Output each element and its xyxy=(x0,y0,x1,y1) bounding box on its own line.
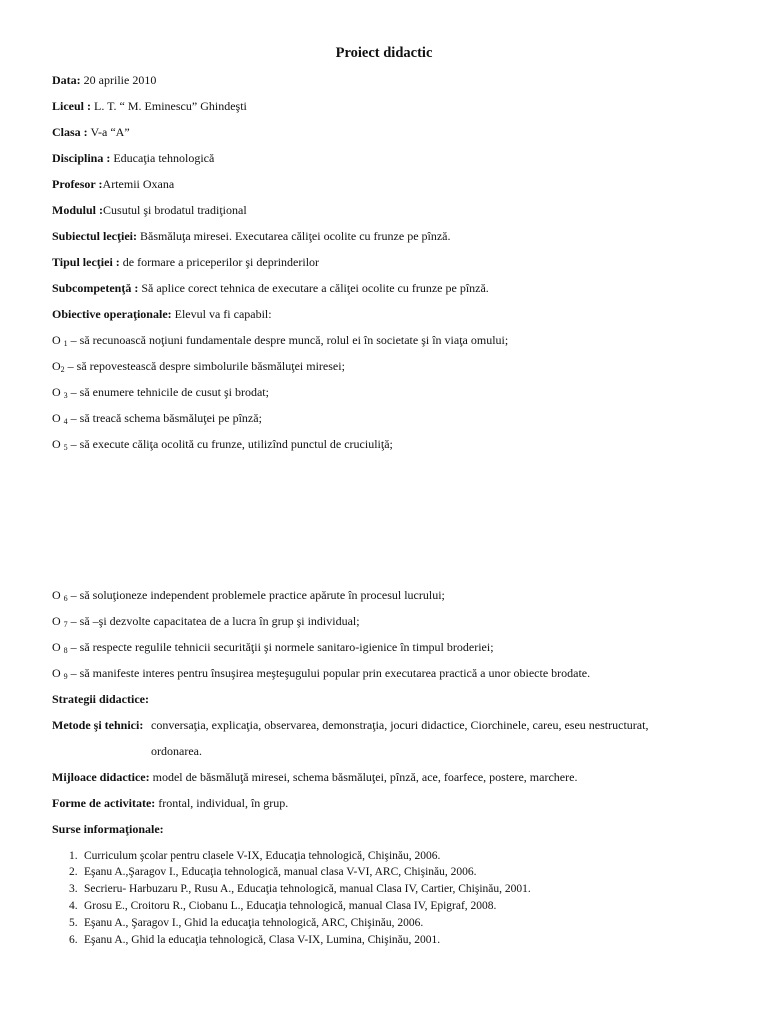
field-value: Cusutul şi brodatul tradiţional xyxy=(103,203,247,217)
objective-letter: O xyxy=(52,359,61,373)
objective-item xyxy=(52,384,269,400)
objective-index: 6 xyxy=(63,594,68,603)
field-profesor xyxy=(52,176,174,192)
objective-text: – să treacă schema băsmăluţei pe pînză; xyxy=(67,411,262,425)
field-value: conversaţia, explicaţia, observarea, demonstraţia, jocuri didactice, Ciorchinele, careu, eseu nestructurat, xyxy=(151,718,649,732)
source-item xyxy=(69,915,423,931)
objective-item xyxy=(52,665,590,681)
objective-text: – să respecte regulile tehnicii securităţii şi normele sanitaro-igienice în timpul broderiei; xyxy=(67,640,494,654)
field-value: ordonarea. xyxy=(151,744,202,758)
field-value: Artemii Oxana xyxy=(102,177,175,191)
source-text: Curriculum şcolar pentru clasele V-IX, Educaţia tehnologică, Chişinău, 2006. xyxy=(84,850,441,862)
section-heading: Surse informaţionale: xyxy=(52,822,164,836)
field-label: Profesor : xyxy=(52,177,103,191)
objective-index: 4 xyxy=(63,417,68,426)
source-number: 3. xyxy=(69,883,78,895)
source-number: 4. xyxy=(69,900,78,912)
source-text: Eşanu A.,Şaragov I., Educaţia tehnologică, manual clasa V-VI, ARC, Chişinău, 2006. xyxy=(84,866,477,878)
objective-text: – să execute căliţa ocolită cu frunze, utilizînd punctul de cruciuliţă; xyxy=(67,437,393,451)
section-strategii xyxy=(52,691,149,707)
objective-item xyxy=(52,358,345,374)
field-liceul xyxy=(52,98,247,114)
objective-letter: O xyxy=(52,385,61,399)
field-value: Educaţia tehnologică xyxy=(110,151,215,165)
objective-item xyxy=(52,613,360,629)
field-value: Elevul va fi capabil: xyxy=(171,307,272,321)
field-label: Tipul lecţiei : xyxy=(52,255,120,269)
source-number: 2. xyxy=(69,866,78,878)
field-clasa xyxy=(52,124,130,140)
objective-letter: O xyxy=(52,588,61,602)
objective-item xyxy=(52,436,393,452)
objective-item xyxy=(52,639,494,655)
objective-text: – să soluţioneze independent problemele practice apărute în procesul lucrului; xyxy=(67,588,445,602)
source-number: 5. xyxy=(69,917,78,929)
field-value: Băsmăluţa miresei. Executarea căliţei ocolite cu frunze pe pînză. xyxy=(136,229,451,243)
field-metode-continuation xyxy=(151,743,202,759)
objective-text: – să enumere tehnicile de cusut şi brodat; xyxy=(67,385,269,399)
objective-letter: O xyxy=(52,666,61,680)
field-label: Subcompetenţă : xyxy=(52,281,139,295)
field-obiective xyxy=(52,306,272,322)
document-title: Proiect didactic xyxy=(335,45,433,61)
field-value: V-a “A” xyxy=(87,125,130,139)
field-label: Disciplina : xyxy=(52,151,111,165)
source-text: Grosu E., Croitoru R., Ciobanu L., Educaţia tehnologică, manual Clasa IV, Epigraf, 2008. xyxy=(84,900,497,912)
source-text: Eşanu A., Ghid la educaţia tehnologică, Clasa V-IX, Lumina, Chişinău, 2001. xyxy=(84,934,441,946)
objective-letter: O xyxy=(52,333,61,347)
section-heading: Strategii didactice: xyxy=(52,692,149,706)
objective-index: 8 xyxy=(63,646,68,655)
source-item xyxy=(69,898,496,914)
source-item xyxy=(69,848,440,864)
objective-letter: O xyxy=(52,411,61,425)
field-metode xyxy=(52,717,648,733)
objective-item xyxy=(52,332,508,348)
objective-index: 3 xyxy=(63,391,68,400)
objective-index: 9 xyxy=(63,672,68,681)
field-subcompetenta xyxy=(52,280,489,296)
objective-item xyxy=(52,410,262,426)
field-mijloace xyxy=(52,769,577,785)
field-tipul xyxy=(52,254,319,270)
field-label: Metode şi tehnici: xyxy=(52,718,144,732)
source-number: 1. xyxy=(69,850,78,862)
objective-item xyxy=(52,587,445,603)
field-label: Mijloace didactice: xyxy=(52,770,150,784)
field-value: frontal, individual, în grup. xyxy=(155,796,289,810)
objective-index: 2 xyxy=(60,365,65,374)
objective-letter: O xyxy=(52,640,61,654)
field-value: 20 aprilie 2010 xyxy=(80,73,157,87)
objective-text: – să repovestească despre simbolurile băsmăluţei miresei; xyxy=(64,359,345,373)
field-label: Forme de activitate: xyxy=(52,796,156,810)
objective-text: – să manifeste interes pentru însuşirea meşteşugului popular prin executarea practică a unor obiecte brodate. xyxy=(67,666,591,680)
section-surse xyxy=(52,821,164,837)
objective-text: – să –şi dezvolte capacitatea de a lucra în grup şi individual; xyxy=(67,614,360,628)
objective-letter: O xyxy=(52,614,61,628)
field-label: Subiectul lecţiei: xyxy=(52,229,137,243)
field-label: Modulul : xyxy=(52,203,104,217)
source-item xyxy=(69,864,477,880)
source-item xyxy=(69,932,440,948)
source-text: Eşanu A., Şaragov I., Ghid la educaţia tehnologică, ARC, Chişinău, 2006. xyxy=(84,917,424,929)
field-value: model de băsmăluţă miresei, schema băsmăluţei, pînză, ace, foarfece, postere, marchere. xyxy=(149,770,578,784)
field-forme xyxy=(52,795,288,811)
objective-index: 5 xyxy=(63,443,68,452)
field-disciplina xyxy=(52,150,214,166)
objective-index: 7 xyxy=(63,620,68,629)
field-label: Data: xyxy=(52,73,81,87)
field-label: Clasa : xyxy=(52,125,88,139)
field-label: Obiective operaţionale: xyxy=(52,307,172,321)
field-value: Să aplice corect tehnica de executare a căliţei ocolite cu frunze pe pînză. xyxy=(138,281,489,295)
field-subiectul xyxy=(52,228,451,244)
objective-index: 1 xyxy=(63,339,68,348)
source-text: Secrieru- Harbuzaru P., Rusu A., Educaţia tehnologică, manual Clasa IV, Cartier, Chişinău, 2001. xyxy=(84,883,531,895)
objective-letter: O xyxy=(52,437,61,451)
field-value: L. T. “ M. Eminescu” Ghindeşti xyxy=(91,99,247,113)
source-number: 6. xyxy=(69,934,78,946)
source-item xyxy=(69,881,531,897)
objective-text: – să recunoască noţiuni fundamentale despre muncă, rolul ei în societate şi în viaţa omului; xyxy=(67,333,509,347)
field-data xyxy=(52,72,156,88)
field-value: de formare a priceperilor şi deprinderilor xyxy=(119,255,320,269)
field-label: Liceul : xyxy=(52,99,91,113)
field-modulul xyxy=(52,202,247,218)
